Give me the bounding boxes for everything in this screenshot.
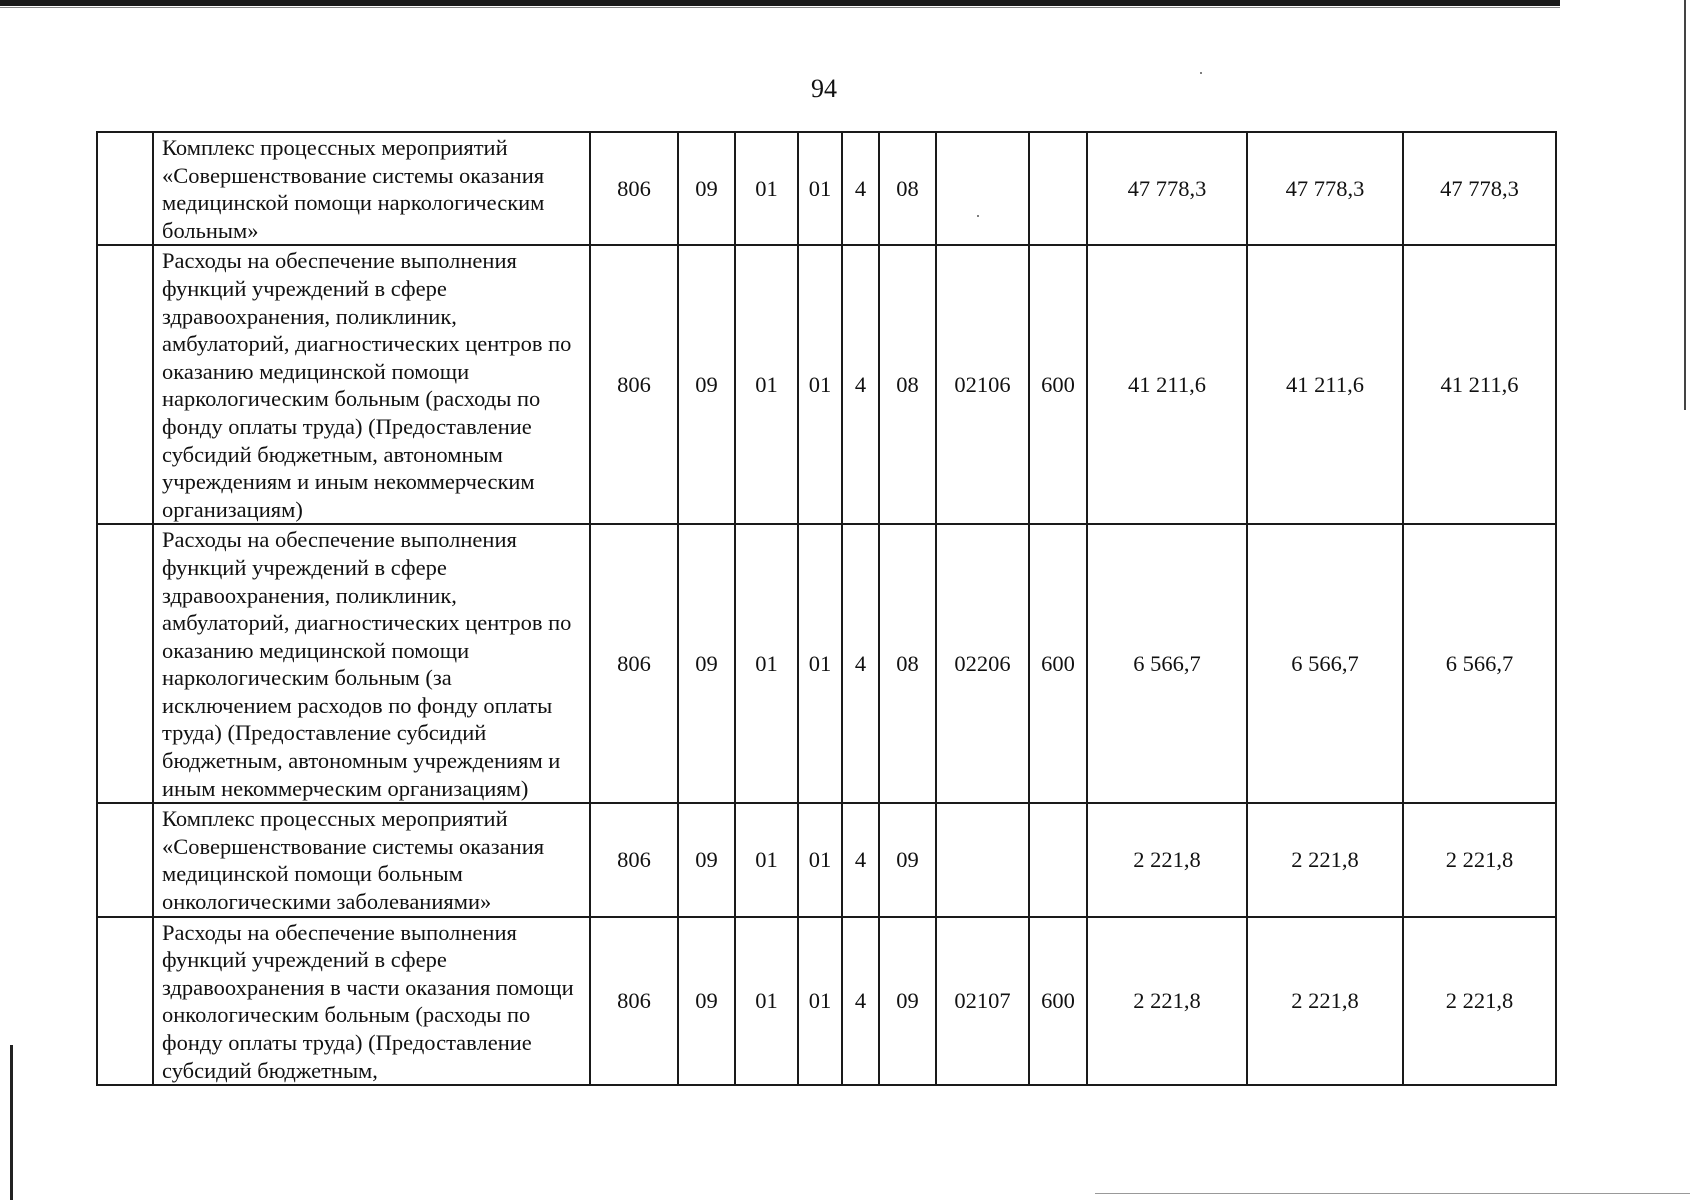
scan-speck (1200, 72, 1202, 74)
cell-ministry-code: 806 (590, 245, 678, 524)
cell-target-code: 02206 (936, 524, 1029, 803)
cell-program-code: 01 (798, 245, 842, 524)
cell-program-code: 01 (798, 917, 842, 1086)
cell-sum-year3: 47 778,3 (1403, 132, 1556, 245)
cell-ministry-code: 806 (590, 803, 678, 916)
cell-program-code: 01 (798, 524, 842, 803)
page-top-border (0, 0, 1560, 6)
cell-section-code: 09 (678, 917, 735, 1086)
row-description: Расходы на обеспечение выполнения функций учреждений в сфере здравоохранения, поликлиник, амбулаторий, диагностических центров по оказанию медицинской помощи наркологическим больным (за исключением расходов по фонду оплаты труда) (Предоставление субсидий бюджетным, автономным учреждениям и иным некоммерческим организациям) (153, 524, 590, 803)
cell-sum-year3: 2 221,8 (1403, 803, 1556, 916)
page-top-border-thin (0, 7, 1560, 8)
cell-sum-year2: 47 778,3 (1247, 132, 1403, 245)
row-description: Комплекс процессных мероприятий «Совершенствование системы оказания медицинской помощи больным онкологическими заболеваниями» (153, 803, 590, 916)
table-row (97, 245, 1556, 524)
page-number: 94 (811, 74, 837, 103)
cell-complex-code: 08 (879, 524, 936, 803)
cell-sum-year3: 6 566,7 (1403, 524, 1556, 803)
cell-sum-year3: 2 221,8 (1403, 917, 1556, 1086)
cell-section-code: 09 (678, 245, 735, 524)
cell-program-code: 01 (798, 803, 842, 916)
cell-type-code: 4 (842, 132, 879, 245)
cell-sum-year1: 6 566,7 (1087, 524, 1247, 803)
cell-sum-year2: 41 211,6 (1247, 245, 1403, 524)
cell-sum-year1: 2 221,8 (1087, 917, 1247, 1086)
cell-ministry-code: 806 (590, 917, 678, 1086)
cell-sum-year2: 2 221,8 (1247, 917, 1403, 1086)
cell-type-code: 4 (842, 245, 879, 524)
table-row (97, 132, 1556, 245)
cell-program-code: 01 (798, 132, 842, 245)
cell-target-code: 02107 (936, 917, 1029, 1086)
cell-ministry-code: 806 (590, 132, 678, 245)
cell-type-code: 4 (842, 917, 879, 1086)
cell-expense-kind: 600 (1029, 524, 1087, 803)
cell-ministry-code: 806 (590, 524, 678, 803)
cell-sum-year1: 47 778,3 (1087, 132, 1247, 245)
cell-expense-kind (1029, 132, 1087, 245)
cell-subsection-code: 01 (735, 803, 798, 916)
row-number-cell (97, 524, 153, 803)
cell-section-code: 09 (678, 803, 735, 916)
cell-type-code: 4 (842, 524, 879, 803)
scan-bottom-mark (1095, 1193, 1690, 1194)
cell-target-code: 02106 (936, 245, 1029, 524)
cell-subsection-code: 01 (735, 245, 798, 524)
cell-sum-year1: 41 211,6 (1087, 245, 1247, 524)
cell-target-code (936, 803, 1029, 916)
row-description: Расходы на обеспечение выполнения функций учреждений в сфере здравоохранения, поликлиник, амбулаторий, диагностических центров по оказанию медицинской помощи наркологическим больным (расходы по фонду оплаты труда) (Предоставление субсидий бюджетным, автономным учреждениям и иным некоммерческим организациям) (153, 245, 590, 524)
budget-table (96, 131, 1557, 1086)
cell-target-code (936, 132, 1029, 245)
row-description: Расходы на обеспечение выполнения функций учреждений в сфере здравоохранения в части оказания помощи онкологическим больным (расходы по фонду оплаты труда) (Предоставление субсидий бюджетным, (153, 917, 590, 1086)
cell-subsection-code: 01 (735, 132, 798, 245)
scan-left-edge (10, 1045, 13, 1200)
cell-complex-code: 08 (879, 245, 936, 524)
row-number-cell (97, 803, 153, 916)
cell-section-code: 09 (678, 524, 735, 803)
cell-sum-year3: 41 211,6 (1403, 245, 1556, 524)
cell-section-code: 09 (678, 132, 735, 245)
cell-complex-code: 08 (879, 132, 936, 245)
cell-sum-year2: 6 566,7 (1247, 524, 1403, 803)
cell-complex-code: 09 (879, 803, 936, 916)
scan-right-edge (1684, 0, 1686, 410)
row-number-cell (97, 245, 153, 524)
cell-sum-year1: 2 221,8 (1087, 803, 1247, 916)
row-number-cell (97, 132, 153, 245)
cell-expense-kind: 600 (1029, 245, 1087, 524)
row-number-cell (97, 917, 153, 1086)
table-row (97, 917, 1556, 1086)
cell-sum-year2: 2 221,8 (1247, 803, 1403, 916)
table-row (97, 524, 1556, 803)
cell-subsection-code: 01 (735, 917, 798, 1086)
table-row (97, 803, 1556, 916)
cell-type-code: 4 (842, 803, 879, 916)
cell-complex-code: 09 (879, 917, 936, 1086)
cell-expense-kind: 600 (1029, 917, 1087, 1086)
cell-expense-kind (1029, 803, 1087, 916)
row-description: Комплекс процессных мероприятий «Совершенствование системы оказания медицинской помощи наркологическим больным» (153, 132, 590, 245)
cell-subsection-code: 01 (735, 524, 798, 803)
